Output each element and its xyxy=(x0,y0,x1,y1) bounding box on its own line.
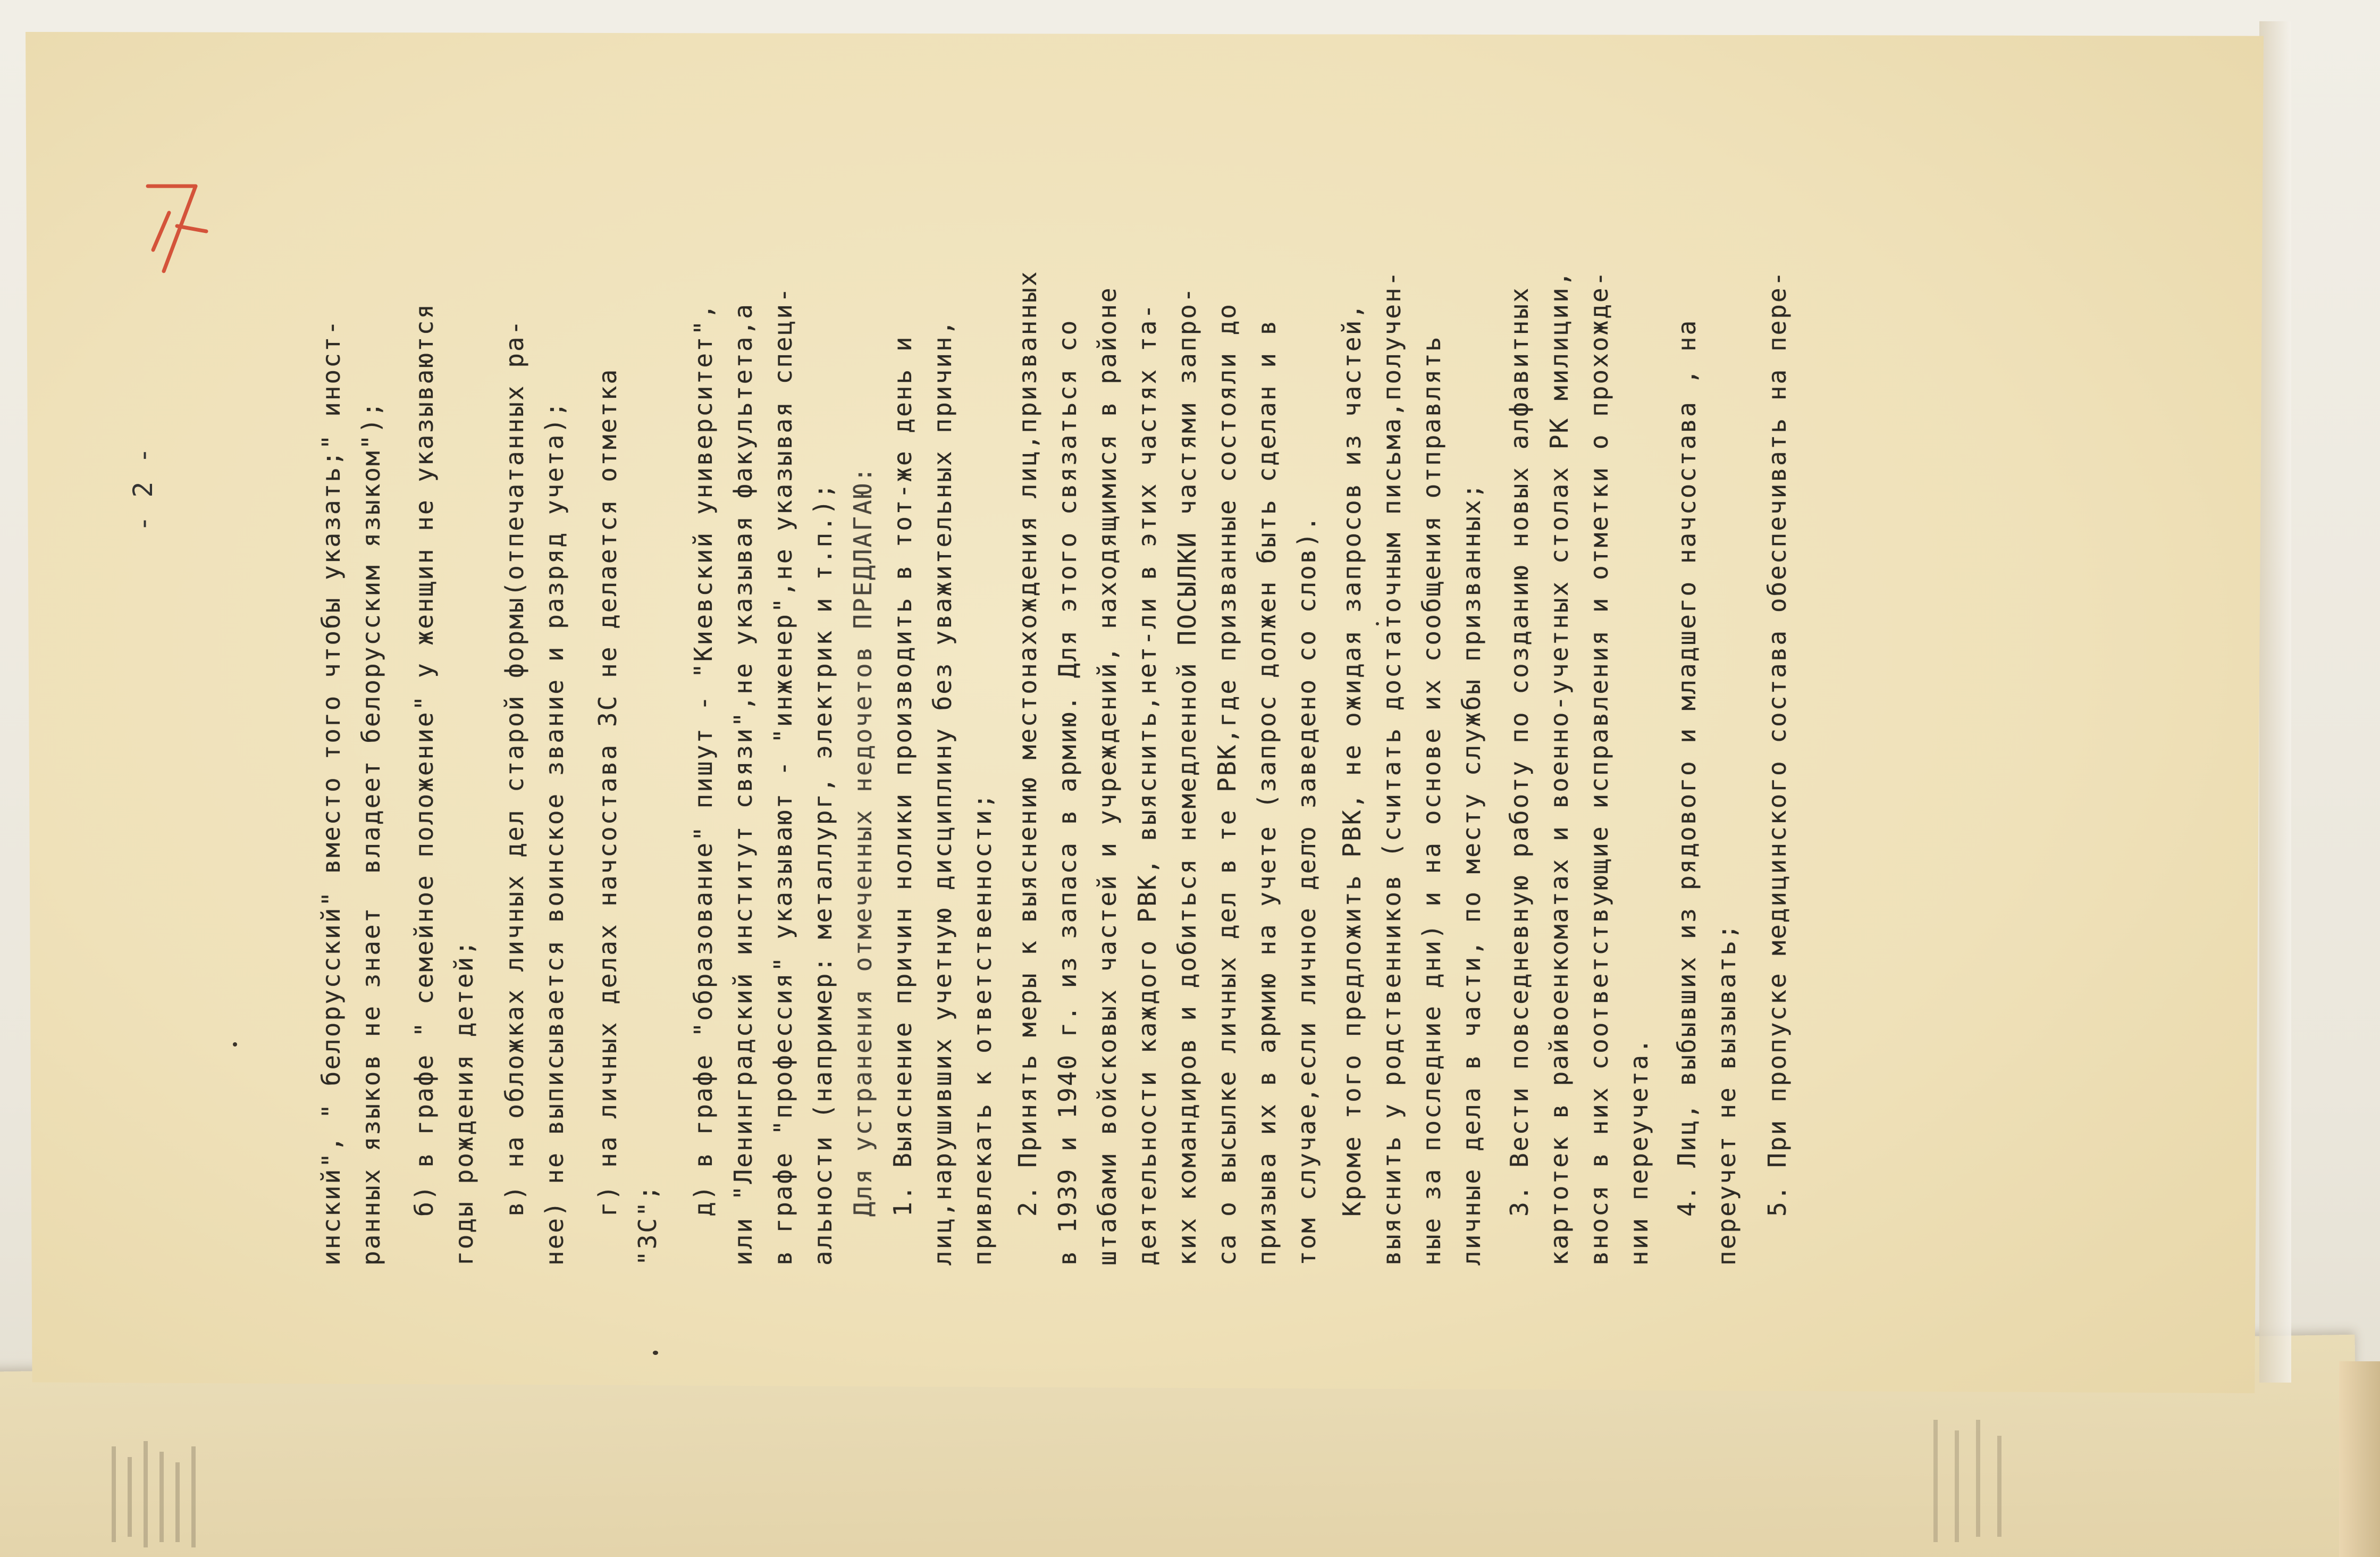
text-line: личные дела в части, по месту службы призванных; xyxy=(1457,482,1486,1266)
text-line: 2. Принять меры к выяснению местонахождения лиц,призванных xyxy=(1013,270,1042,1266)
page-stack-edge xyxy=(2259,21,2291,1383)
text-line: Для устранения отмеченных недочетов ПРЕДЛАГАЮ: xyxy=(848,465,877,1266)
ink-speck xyxy=(653,1351,658,1355)
text-line: деятельности каждого РВК, выяснить,нет-ли в этих частях та- xyxy=(1133,303,1162,1266)
text-line: в) на обложках личных дел старой формы(отпечатанных ра- xyxy=(500,319,529,1266)
underlying-page-text-bleed xyxy=(106,1436,223,1557)
archive-folio-mark xyxy=(132,165,217,282)
text-line: том случае,если личное дело заведено со слов). xyxy=(1292,515,1321,1266)
text-line: в 1939 и 1940 г. из запаса в армию. Для этого связаться со xyxy=(1053,319,1082,1266)
text-line: в графе "профессия" указывают - "инженер",не указывая специ- xyxy=(769,286,797,1266)
text-line: лиц,нарушивших учетную дисциплину без уважительных причин, xyxy=(928,319,957,1266)
page-number: - 2 - xyxy=(128,446,158,532)
text-line: г) на личных делах начсостава ЗС не делается отметка xyxy=(593,367,622,1266)
text-line: переучет не вызывать; xyxy=(1712,923,1741,1266)
text-line: б) в графе " семейное положение" у женщин не указываются xyxy=(410,303,439,1266)
text-line: 1. Выяснение причин нолики производить в тот-же день и xyxy=(888,335,917,1266)
text-line: 3. Вести повседневную работу по созданию новых алфавитных xyxy=(1505,286,1534,1266)
text-line: ранных языков не знает владеет белорусским языком"); xyxy=(357,400,385,1266)
text-line: 4. Лиц, выбывших из рядового и младшего начсостава , на xyxy=(1672,319,1701,1266)
text-line: картотек в райвоенкоматах и военно-учетных столах РК милиции, xyxy=(1545,270,1574,1266)
text-line: са о высылке личных дел в те РВК,где призванные состояли до xyxy=(1213,303,1241,1266)
text-line: ные за последние дни) и на основе их сообщения отправлять xyxy=(1417,335,1446,1266)
text-line: штабами войсковых частей и учреждений, находящимися в районе xyxy=(1093,286,1122,1266)
text-line: д) в графе "образование" пишут - "Киевский университет", xyxy=(689,303,718,1266)
text-line: "ЗС"; xyxy=(633,1184,662,1266)
text-line: призыва их в армию на учете (запрос должен быть сделан и в xyxy=(1252,319,1281,1266)
text-line: привлекать к ответственности; xyxy=(968,792,997,1266)
text-line: Кроме того предложить РВК, не ожидая запросов из частей, xyxy=(1338,303,1366,1266)
text-line: ких командиров и добиться немедленной ПОСЫЛКИ частями запро- xyxy=(1173,286,1201,1266)
text-line: альности (например: металлург, электрик и т.п.); xyxy=(809,482,837,1266)
ink-speck xyxy=(233,1042,237,1047)
binding-edge xyxy=(2339,1361,2380,1557)
text-line: инский", " белорусский" вместо того чтобы указать;" иност- xyxy=(317,319,346,1266)
text-line: годы рождения детей; xyxy=(450,939,478,1266)
text-line: выяснить у родственников (считать достаточным письма,получен- xyxy=(1377,270,1406,1266)
typed-text-block xyxy=(128,160,1850,1266)
text-line: 5. При пропуске медицинского состава обеспечивать на пере- xyxy=(1763,270,1792,1266)
text-line: нии переучета. xyxy=(1625,1037,1653,1266)
text-line: внося в них соответствующие исправления и отметки о прохожде- xyxy=(1585,270,1613,1266)
text-line: нее) не выписывается воинское звание и разряд учета); xyxy=(540,400,569,1266)
text-line: или "Ленинградский институт связи",не указывая факультета,а xyxy=(729,303,758,1266)
underlying-page-text-bleed-right xyxy=(1923,1414,2040,1553)
